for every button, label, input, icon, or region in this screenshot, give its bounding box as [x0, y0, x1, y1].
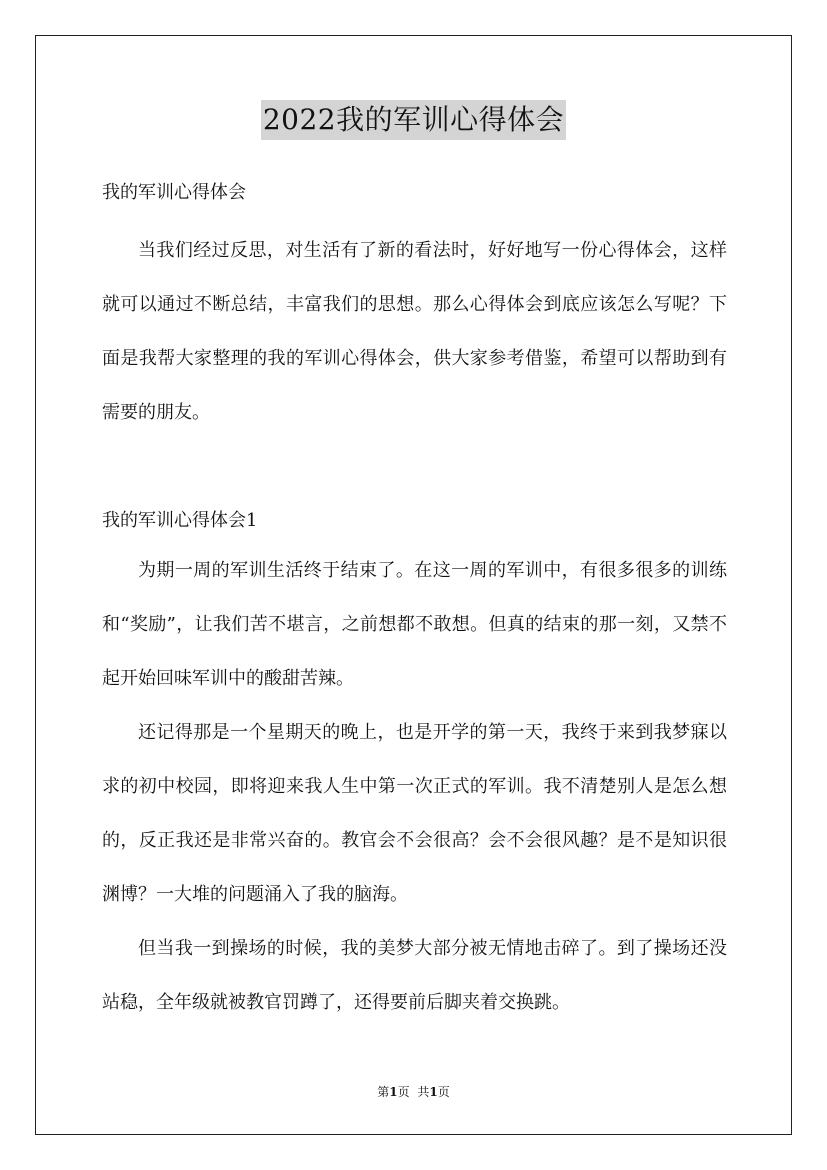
body-paragraph: 但当我一到操场的时候，我的美梦大部分被无情地击碎了。到了操场还没站稳，全年级就被教官罚蹲了，还得要前后脚夹着交换跳。 — [102, 938, 727, 1013]
total-label-suffix: 页 — [437, 1085, 450, 1099]
page-label-prefix: 第 — [377, 1085, 390, 1099]
total-pages: 1 — [429, 1085, 438, 1099]
body-paragraph: 为期一周的军训生活终于结束了。在这一周的军训中，有很多很多的训练和“奖励”，让我们苦不堪言，之前想都不敢想。但真的结束的那一刻，又禁不起开始回味军训中的酸甜苦辣。 — [102, 560, 727, 689]
page-footer — [0, 1083, 827, 1101]
total-label-prefix: 共 — [417, 1085, 430, 1099]
document-title: 2022我的军训心得体会 — [261, 100, 566, 140]
intro-heading: 我的军训心得体会 — [102, 182, 246, 203]
page-label-suffix: 页 — [397, 1085, 410, 1099]
document-body — [102, 170, 727, 1030]
spacer — [102, 440, 727, 498]
body-paragraph: 还记得那是一个星期天的晚上，也是开学的第一天，我终于来到我梦寐以求的初中校园，即将迎来我人生中第一次正式的军训。我不清楚别人是怎么想的，反正我还是非常兴奋的。教官会不会很高？会不会很风趣？是不是知识很渊博？一大堆的问题涌入了我的脑海。 — [102, 722, 727, 905]
section-heading: 我的军训心得体会1 — [102, 510, 258, 531]
intro-paragraph: 当我们经过反思，对生活有了新的看法时，好好地写一份心得体会，这样就可以通过不断总结，丰富我们的思想。那么心得体会到底应该怎么写呢？下面是我帮大家整理的我的军训心得体会，供大家参考借鉴，希望可以帮助到有需要的朋友。 — [102, 240, 727, 423]
page-number: 1 — [389, 1085, 398, 1099]
title-container — [0, 100, 827, 140]
